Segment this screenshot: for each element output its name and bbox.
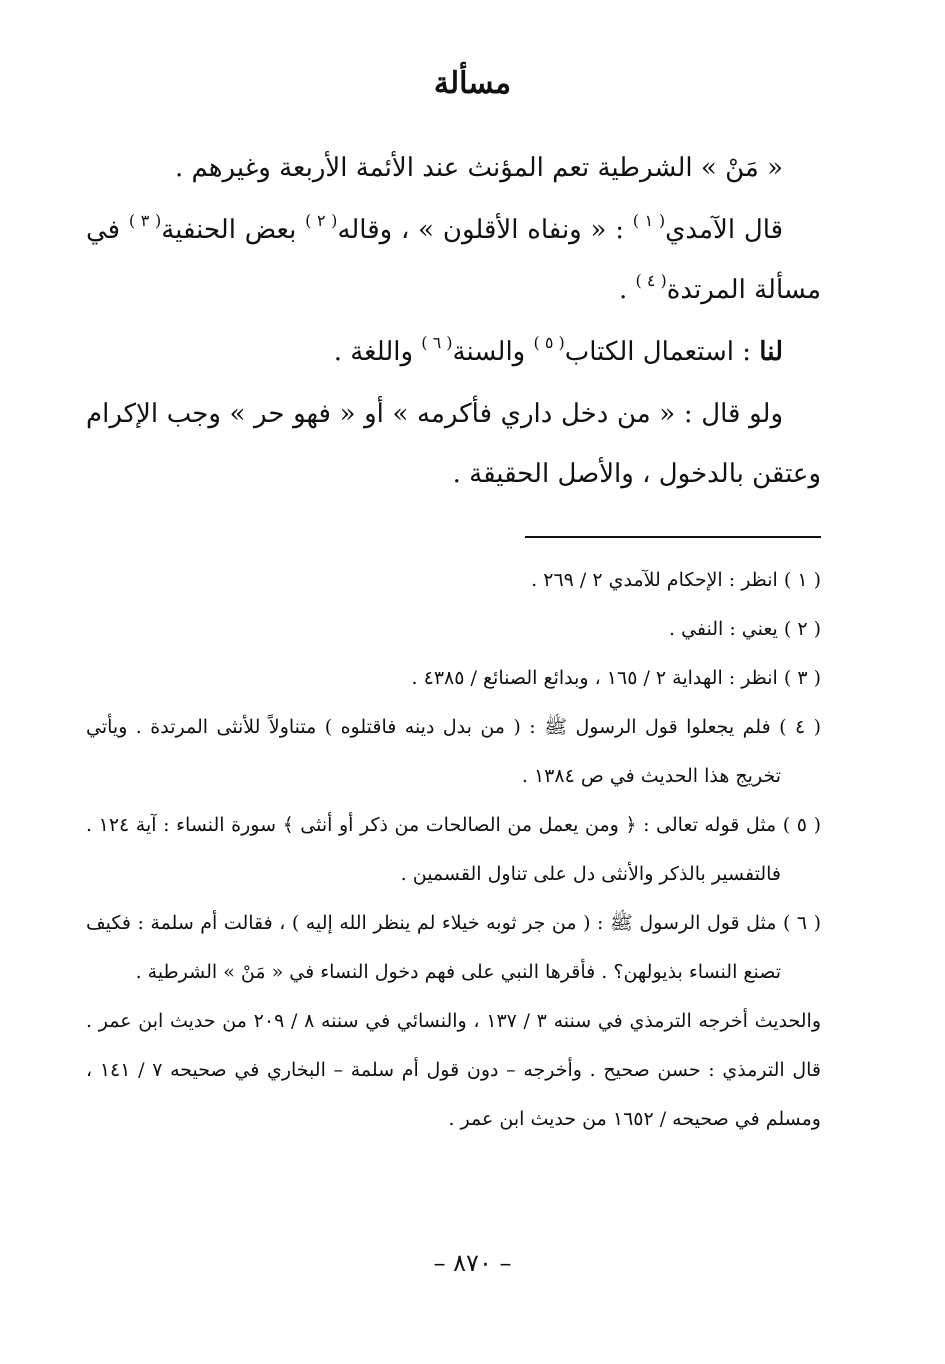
footnote-6-continuation: والحديث أخرجه الترمذي في سننه ٣ / ١٣٧ ، والنسائي في سننه ٨ / ٢٠٩ من حديث ابن عمر . قال الترمذي : حسن صحيح . وأخرجه – دون قول أم سلمة – البخاري في صحيحه ٧ / ١٤١ ، ومسلم في صحيحه / ١٦٥٢ من حديث ابن عمر .: [86, 1010, 822, 1130]
page-title: مسألة: [433, 66, 512, 101]
paragraph-3-lead: لنا: [759, 337, 783, 367]
paragraph-3-text-2: والسنة: [452, 337, 534, 367]
page-number: – ٨٧٠ –: [433, 1249, 512, 1277]
footnote-1: ( ١ ) انظر : الإحكام للآمدي ٢ / ٢٦٩ .: [531, 569, 821, 591]
footnote-ref-6: ( ٦ ): [421, 333, 453, 352]
footnote-ref-4: ( ٤ ): [635, 271, 667, 290]
footnote-ref-1: ( ١ ): [632, 211, 666, 230]
paragraph-2-text-3: بعض الحنفية: [161, 215, 306, 245]
footnotes: [86, 556, 821, 1144]
paragraph-3: [86, 322, 821, 382]
paragraph-3-text-3: واللغة .: [333, 337, 422, 367]
footnote-2: ( ٢ ) يعني : النفي .: [669, 618, 821, 640]
paragraph-2-text-4: في مسألة المرتدة: [86, 215, 821, 305]
footnote-divider: [525, 536, 821, 538]
footnote-6: ( ٦ ) مثل قول الرسول ﷺ : ( من جر ثوبه خيلاء لم ينظر الله إليه ) ، فقالت أم سلمة : فكيف تصنع النساء بذيولهن؟ . فأقرها النبي على فهم دخول النساء في « مَنْ » الشرطية .: [86, 912, 822, 983]
footnote-ref-5: ( ٥ ): [533, 333, 565, 352]
footnote-ref-2: ( ٢ ): [305, 211, 338, 230]
paragraph-2-text-2: : « ونفاه الأقلون » ، وقاله: [337, 215, 633, 245]
paragraph-2: [86, 200, 821, 320]
footnote-5: ( ٥ ) مثل قوله تعالى : ﴿ ومن يعمل من الصالحات من ذكر أو أنثى ﴾ سورة النساء : آية ١٢٤ . فالتفسير بالذكر والأنثى دل على تناول القسمين .: [86, 814, 821, 885]
footnote-3: ( ٣ ) انظر : الهداية ٢ / ١٦٥ ، وبدائع الصنائع / ٤٣٨٥ .: [411, 667, 821, 689]
main-text: [86, 138, 821, 506]
paragraph-2-text-1: قال الآمدي: [665, 215, 784, 245]
footnote-ref-3: ( ٣ ): [128, 211, 162, 230]
paragraph-4: ولو قال : « من دخل داري فأكرمه » أو « فهو حر » وجب الإكرام وعتقن بالدخول ، والأصل الحقيقة .: [86, 399, 821, 489]
footnote-4: ( ٤ ) فلم يجعلوا قول الرسول ﷺ : ( من بدل دينه فاقتلوه ) متناولاً للأنثى المرتدة . ويأتي تخريج هذا الحديث في ص ١٣٨٤ .: [86, 716, 822, 787]
paragraph-2-text-5: .: [619, 275, 636, 305]
paragraph-3-text-1: : استعمال الكتاب: [564, 337, 760, 367]
paragraph-1: « مَنْ » الشرطية تعم المؤنث عند الأئمة الأربعة وغيرهم .: [174, 153, 783, 183]
